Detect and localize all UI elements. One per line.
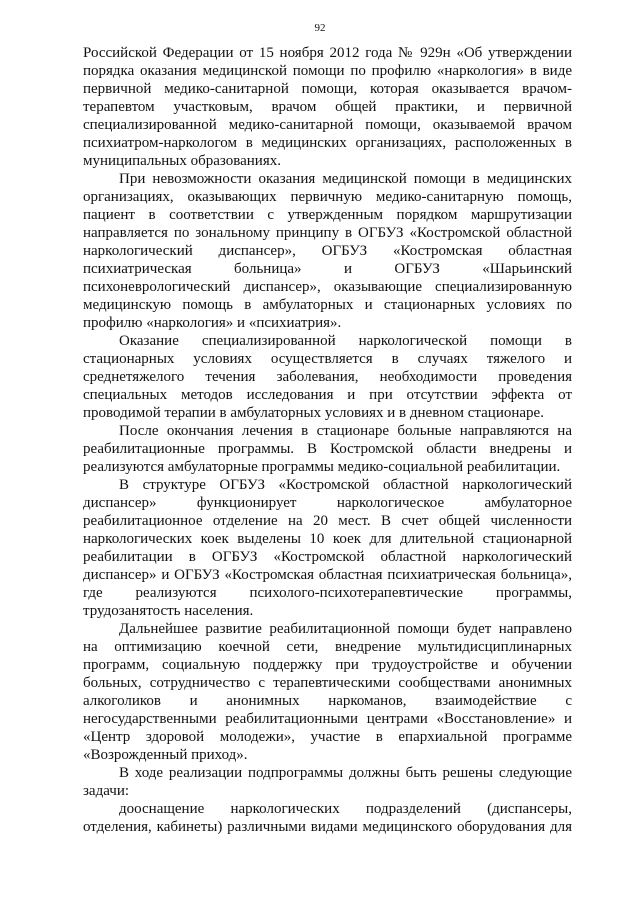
text-line: направляется по зональному принципу в ОГБУЗ «Костромской областной: [83, 225, 572, 241]
body-text: [83, 44, 572, 836]
text-line: специализированной медико-санитарной помощи, оказываемой врачом: [83, 117, 572, 133]
text-line: реализуются амбулаторные программы медико-социальной реабилитации.: [83, 459, 561, 475]
text-line: отделения, кабинеты) различными видами медицинского оборудования для: [83, 819, 572, 835]
text-line: трудозанятость населения.: [83, 603, 254, 619]
text-line: задачи:: [83, 783, 130, 799]
text-line: пациент в соответствии с утвержденным порядком маршрутизации: [83, 207, 572, 223]
text-line: Дальнейшее развитие реабилитационной помощи будет направлено: [119, 621, 572, 637]
text-line: профилю «наркология» и «психиатрия».: [83, 315, 342, 331]
text-line: В структуре ОГБУЗ «Костромской областной наркологический: [119, 477, 572, 493]
page-number: 92: [314, 22, 326, 34]
text-line: терапевтом участковым, врачом общей практики, и первичной: [83, 99, 572, 115]
text-line: дооснащение наркологических подразделений (диспансеры,: [119, 801, 572, 817]
text-line: реабилитации в ОГБУЗ «Костромской областной наркологический: [83, 549, 572, 565]
text-line: При невозможности оказания медицинской помощи в медицинских: [119, 171, 572, 187]
text-line: среднетяжелого течения заболевания, необходимости проведения: [83, 369, 572, 385]
text-line: негосударственными реабилитационными центрами «Восстановление» и: [83, 711, 572, 727]
text-line: первичной медико-санитарной помощи, которая оказывается врачом-: [83, 81, 572, 97]
text-line: стационарных условиях осуществляется в случаях тяжелого и: [83, 351, 572, 367]
text-line: наркологический диспансер», ОГБУЗ «Костромская областная: [83, 243, 572, 259]
text-line: психиатром-наркологом в медицинских организациях, расположенных в: [83, 135, 572, 151]
text-line: порядка оказания медицинской помощи по профилю «наркология» в виде: [83, 63, 572, 79]
text-line: муниципальных образованиях.: [83, 153, 281, 169]
text-line: специальных методов исследования и при отсутствии эффекта от: [83, 387, 572, 403]
text-line: программ, социальную поддержку при трудоустройстве и обучении: [83, 657, 572, 673]
text-line: больных, сотрудничество с терапевтическими сообществами анонимных: [83, 675, 572, 691]
text-line: «Возрожденный приход».: [83, 747, 248, 763]
text-line: медицинскую помощь в амбулаторных и стационарных условиях по: [83, 297, 572, 313]
text-line: В ходе реализации подпрограммы должны быть решены следующие: [119, 765, 572, 781]
text-line: После окончания лечения в стационаре больные направляются на: [119, 423, 572, 439]
text-line: организациях, оказывающих первичную медико-санитарную помощь,: [83, 189, 572, 205]
text-line: Оказание специализированной наркологической помощи в: [119, 333, 572, 349]
text-line: психиатрическая больница» и ОГБУЗ «Шарьинский: [83, 261, 572, 277]
text-line: алкоголиков и анонимных наркоманов, взаимодействие с: [83, 693, 572, 709]
text-line: где реализуются психолого-психотерапевтические программы,: [83, 585, 572, 601]
text-line: на оптимизацию коечной сети, внедрение мультидисциплинарных: [83, 639, 572, 655]
text-line: диспансер» и ОГБУЗ «Костромская областная психиатрическая больница»,: [83, 567, 572, 583]
text-line: диспансер» функционирует наркологическое амбулаторное: [83, 495, 572, 511]
text-line: реабилитационные программы. В Костромской области внедрены и: [83, 441, 572, 457]
text-line: реабилитационное отделение на 20 мест. В счет общей численности: [83, 513, 572, 529]
text-line: Российской Федерации от 15 ноября 2012 года № 929н «Об утверждении: [83, 45, 572, 61]
text-line: «Центр здоровой молодежи», участие в епархиальной программе: [83, 729, 572, 745]
text-line: наркологических коек выделены 10 коек для длительной стационарной: [83, 531, 572, 547]
text-line: психоневрологический диспансер», оказывающие специализированную: [83, 279, 572, 295]
text-line: проводимой терапии в амбулаторных условиях и в дневном стационаре.: [83, 405, 544, 421]
